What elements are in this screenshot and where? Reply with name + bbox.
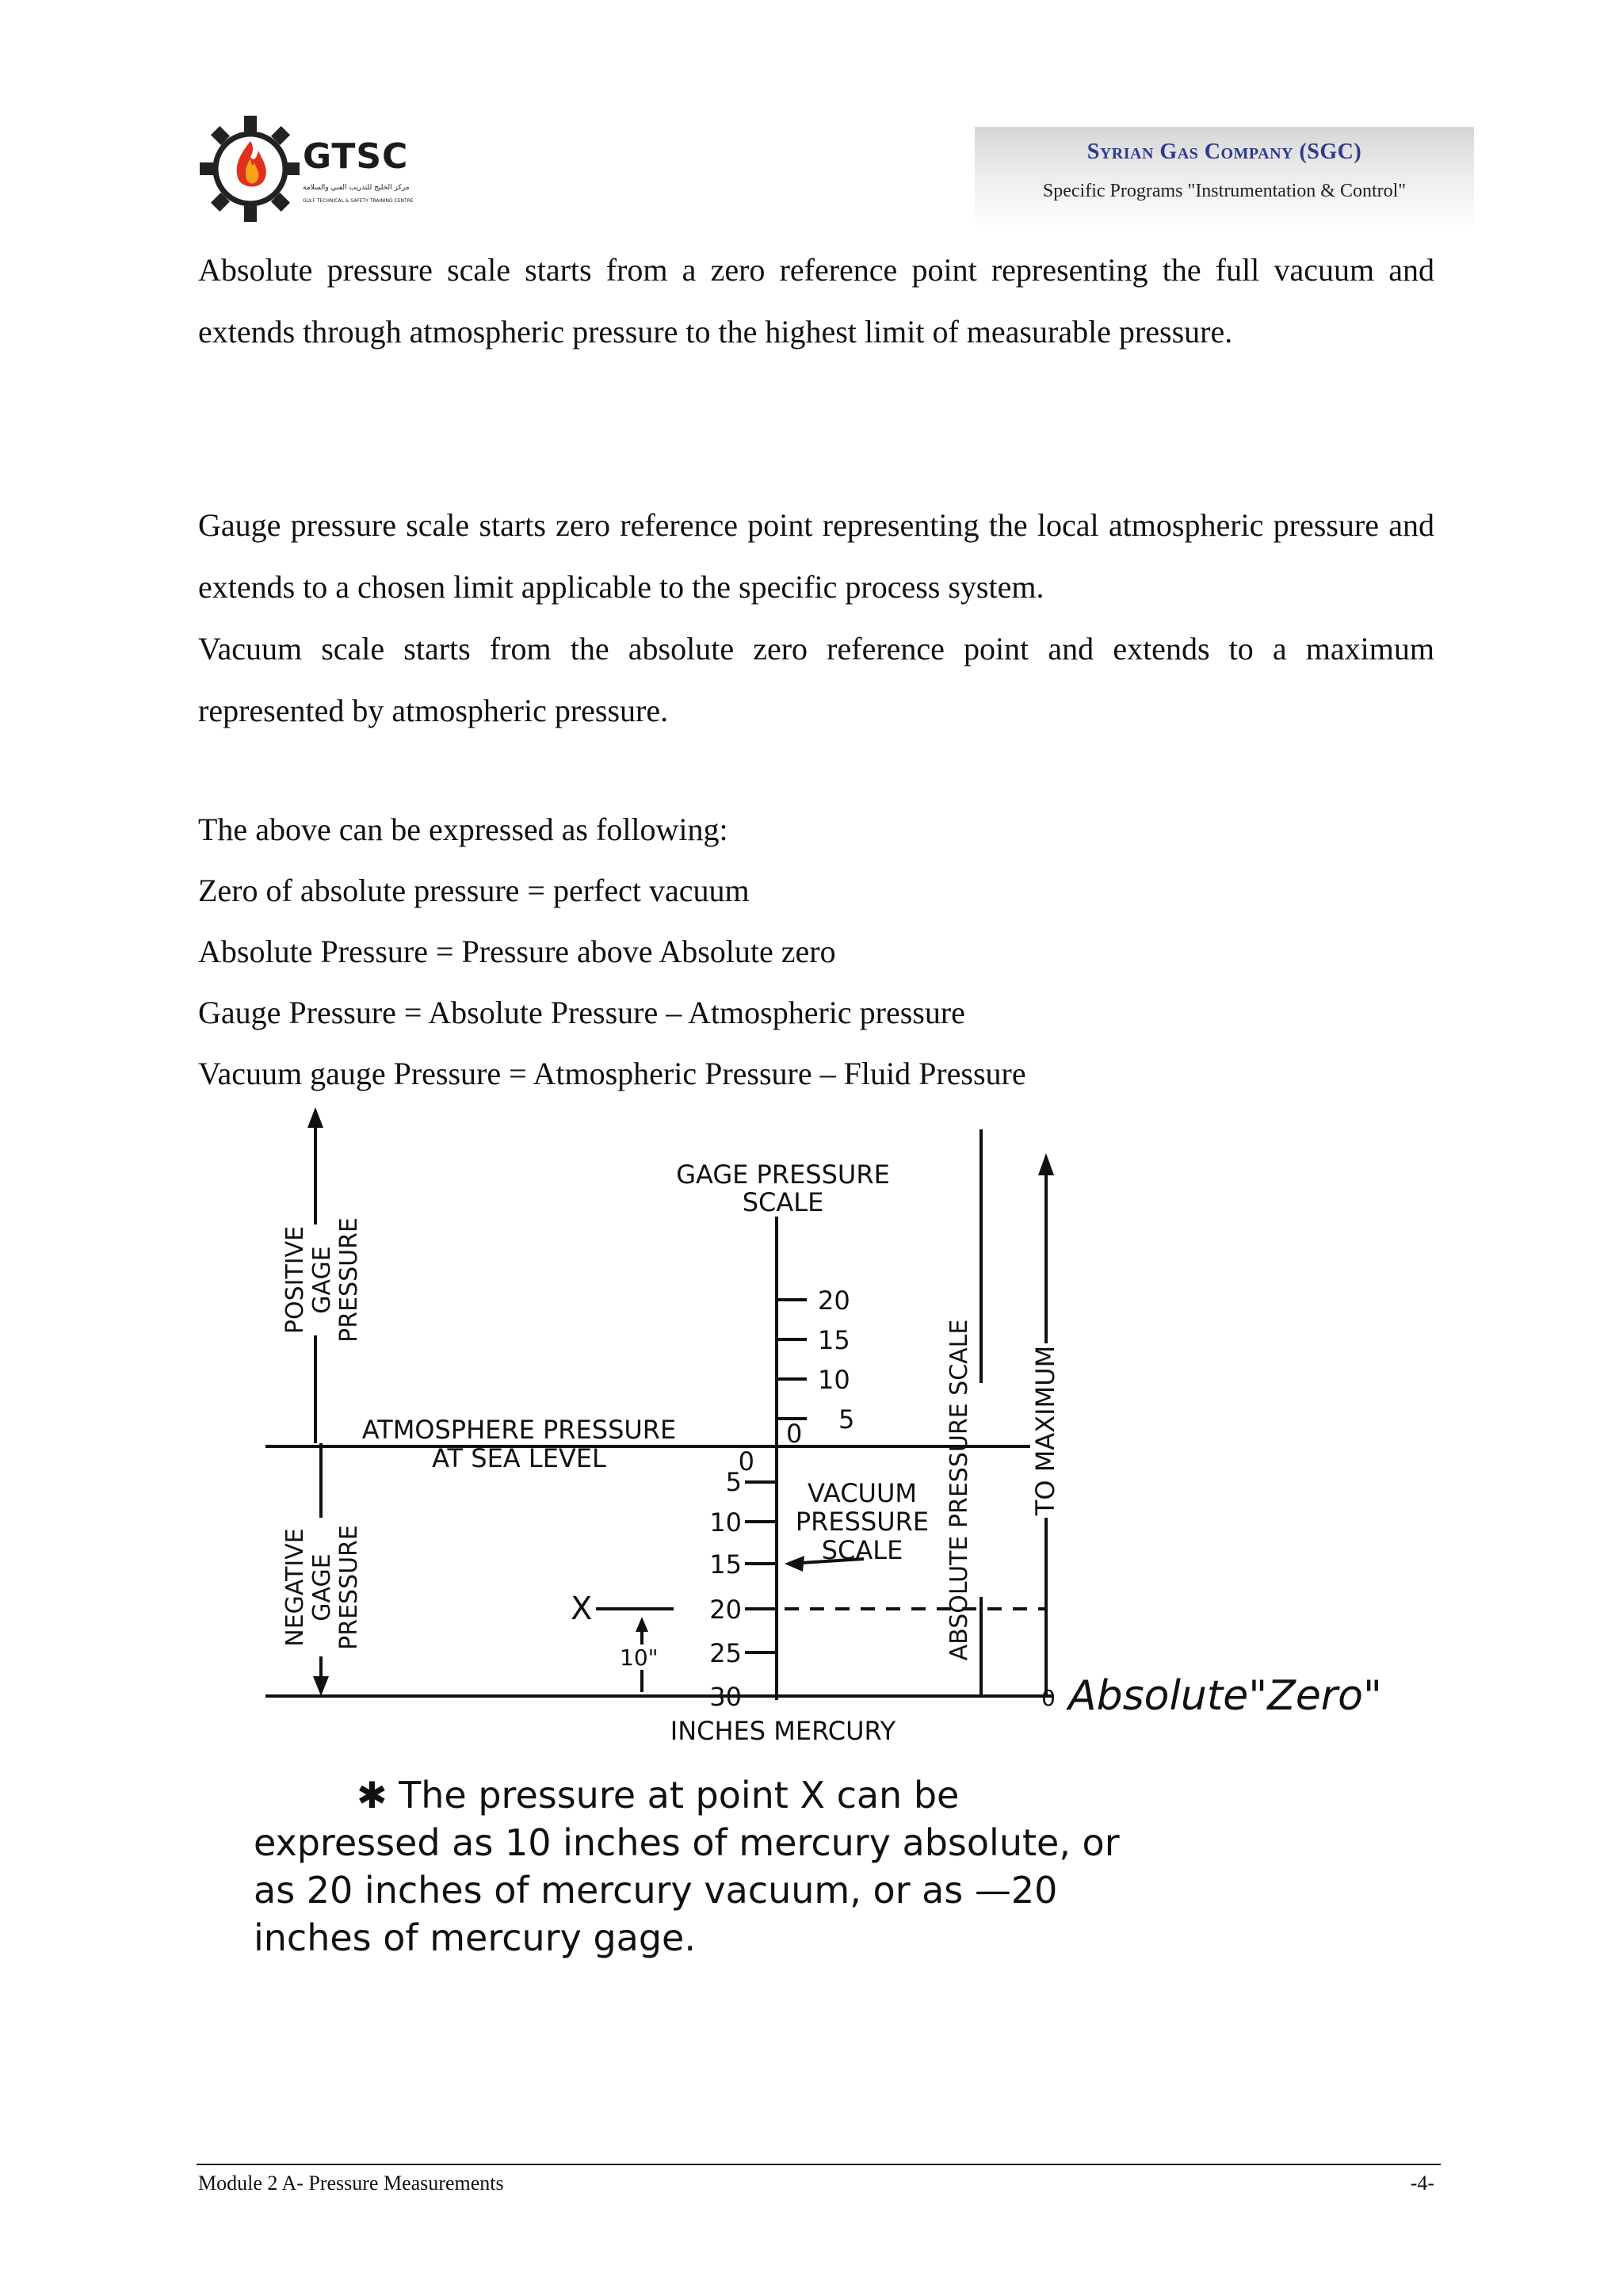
text-line: Zero of absolute pressure = perfect vacuum bbox=[198, 873, 750, 908]
company-name: Syrian Gas Company (SGC) bbox=[1086, 139, 1362, 164]
point-x-label: X bbox=[571, 1591, 593, 1627]
logo-subtitle: GULF TECHNICAL & SAFETY TRAINING CENTRE bbox=[303, 198, 414, 204]
arrow-left-icon bbox=[785, 1556, 804, 1572]
to-maximum-label: TO MAXIMUM bbox=[1030, 1345, 1060, 1516]
positive-label: POSITIVE bbox=[281, 1225, 309, 1335]
atmosphere-label-1: ATMOSPHERE PRESSURE bbox=[361, 1415, 677, 1445]
paragraph-vacuum: Vacuum scale starts from the absolute zero reference point and extends to a maximum represented by atmospheric pressure. bbox=[198, 631, 1434, 728]
header-box bbox=[975, 127, 1474, 230]
negative-label: PRESSURE bbox=[335, 1525, 363, 1650]
vacuum-tick-label: 0 bbox=[738, 1446, 754, 1477]
gage-tick-label: 10 bbox=[818, 1365, 850, 1395]
absolute-zero-tick: 0 bbox=[1041, 1685, 1056, 1711]
gage-tick-label: 20 bbox=[818, 1286, 850, 1316]
arrow-up-icon bbox=[1038, 1153, 1054, 1175]
paragraph-absolute: Absolute pressure scale starts from a zero reference point representing the full vacuum and extends through atmospheric pressure to the highest limit of measurable pressure. bbox=[198, 252, 1434, 350]
negative-label: GAGE bbox=[308, 1553, 336, 1622]
vacuum-tick-label: 30 bbox=[709, 1682, 742, 1712]
vacuum-tick-label: 15 bbox=[709, 1549, 742, 1580]
footer-module: Module 2 A- Pressure Measurements bbox=[198, 2172, 504, 2195]
caption-star-icon: ✱ bbox=[357, 1774, 388, 1817]
arrow-up-icon bbox=[636, 1617, 648, 1632]
caption-text: The pressure at point X can be expressed as 10 inches of mercury absolute, or as 20 inches of mercury vacuum, or as —20 inches of mercury gage. bbox=[254, 1774, 1120, 1959]
gtsc-logo bbox=[198, 109, 452, 228]
text-line: Gauge Pressure = Absolute Pressure – Atmospheric pressure bbox=[198, 995, 965, 1030]
ten-inch-label: 10" bbox=[620, 1645, 659, 1671]
vacuum-label-2: PRESSURE bbox=[795, 1507, 930, 1537]
paragraph-gauge: Gauge pressure scale starts zero reference point representing the local atmospheric pressure and extends to a chosen limit applicable to the specific process system. bbox=[198, 507, 1434, 605]
logo-text: GTSC bbox=[303, 136, 409, 177]
gear-flame-icon bbox=[198, 109, 301, 228]
footer-page-number: -4- bbox=[1410, 2172, 1434, 2195]
vacuum-tick-label: 10 bbox=[709, 1507, 742, 1538]
gage-title-1: GAGE PRESSURE bbox=[676, 1159, 890, 1190]
gage-tick-label: 0 bbox=[786, 1419, 803, 1449]
program-name: Specific Programs "Instrumentation & Control" bbox=[1042, 181, 1407, 201]
gage-title-2: SCALE bbox=[742, 1187, 824, 1217]
text-line: Absolute Pressure = Pressure above Absolute zero bbox=[198, 934, 836, 969]
footer-rule bbox=[197, 2164, 1441, 2165]
absolute-zero-label: Absolute"Zero" bbox=[1068, 1672, 1382, 1720]
gage-tick-label: 15 bbox=[818, 1325, 850, 1355]
absolute-scale-label: ABSOLUTE PRESSURE SCALE bbox=[945, 1319, 973, 1661]
negative-label: NEGATIVE bbox=[281, 1528, 309, 1647]
logo-arabic-text: مركز الخليج للتدريب الفني والسلامة bbox=[303, 184, 410, 192]
vacuum-tick-label: 20 bbox=[709, 1595, 742, 1625]
vacuum-tick-label: 5 bbox=[725, 1467, 742, 1497]
text-line: The above can be expressed as following: bbox=[198, 812, 728, 847]
pressure-scale-diagram bbox=[238, 1106, 1426, 1771]
atmosphere-label-2: AT SEA LEVEL bbox=[432, 1443, 606, 1473]
gage-tick-label: 5 bbox=[838, 1404, 855, 1435]
positive-label: PRESSURE bbox=[335, 1217, 363, 1343]
inches-mercury-label: INCHES MERCURY bbox=[670, 1716, 896, 1746]
arrow-down-icon bbox=[313, 1676, 329, 1696]
text-line: Vacuum gauge Pressure = Atmospheric Pressure – Fluid Pressure bbox=[198, 1056, 1026, 1091]
positive-label: GAGE bbox=[308, 1246, 336, 1314]
vacuum-tick-label: 25 bbox=[709, 1638, 742, 1668]
figure-caption bbox=[254, 1771, 1125, 1962]
arrow-up-icon bbox=[307, 1107, 323, 1128]
vacuum-label-1: VACUUM bbox=[808, 1478, 917, 1508]
vacuum-label-3: SCALE bbox=[821, 1535, 903, 1565]
